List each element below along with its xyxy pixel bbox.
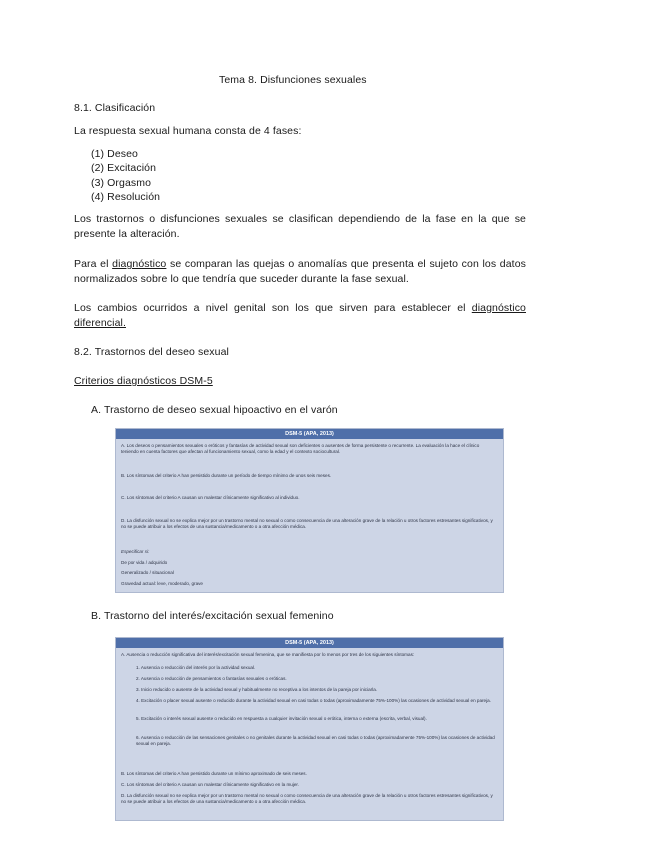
paragraph-diagnostico	[74, 257, 526, 287]
symptom-line: 1. Ausencia o reducción del interés por la actividad sexual.	[136, 665, 256, 670]
symptom-line: 5. Excitación o interés sexual ausente o reducido en respuesta a cualquier invitación sexual o erótica, interna o externa (escrita, verbal, visual).	[136, 716, 427, 721]
dsm5-table-a	[115, 428, 504, 593]
criterion-line: A. Ausencia o reducción significativa del interés/excitación sexual femenina, que se manifiesta por lo menos por tres de los siguientes síntomas:	[121, 652, 415, 657]
diagnostico-term: diagnóstico	[112, 258, 167, 270]
item-a-heading: A. Trastorno de deseo sexual hipoactivo en el varón	[91, 404, 338, 416]
paragraph-text: se comparan las quejas o anomalías que presenta el sujeto con los datos normalizados sobre lo que tendría que suceder durante la fase sexual.	[74, 258, 526, 285]
paragraph-text: Para el	[74, 258, 113, 270]
symptom-line: 6. Ausencia o reducción de las sensaciones genitales o no genitales durante la actividad sexual en casi todas o todas (aproximadamente 75%-100%) las ocasiones de actividad sexual en pareja.	[136, 735, 495, 746]
table-header: DSM-5 (APA, 2013)	[116, 429, 503, 439]
item-b-heading: B. Trastorno del interés/excitación sexual femenino	[91, 610, 334, 622]
specifier-label: Especificar si:	[121, 549, 150, 554]
symptom-line: 3. Inicio reducido o ausente de la actividad sexual y habitualmente no receptiva a los intentos de la pareja por iniciarla.	[136, 687, 378, 692]
phase-item: (1) Deseo	[91, 148, 139, 160]
criterion-line: D. La disfunción sexual no se explica mejor por un trastorno mental no sexual o como consecuencia de una alteración grave de la relación u otros factores estresantes significativos, y no se puede atribuir a los efectos de una sustancia/medicamento o a otra afección médica.	[121, 793, 493, 804]
paragraph-text: Los cambios ocurridos a nivel genital son los que sirven para establecer el	[74, 302, 472, 314]
phase-item: (3) Orgasmo	[91, 177, 152, 189]
section-heading-deseo: 8.2. Trastornos del deseo sexual	[74, 346, 229, 358]
diagnostico-diferencial-term: diagnóstico diferencial.	[74, 302, 526, 329]
specifier-line: Gravedad actual: leve, moderado, grave	[121, 581, 203, 586]
intro-text: La respuesta sexual humana consta de 4 fases:	[74, 125, 302, 137]
criterion-line: B. Los síntomas del criterio A han persistido durante un período de tiempo mínimo de unos seis meses.	[121, 473, 332, 478]
phase-item: (4) Resolución	[91, 191, 161, 203]
criteria-heading: Criterios diagnósticos DSM-5	[74, 375, 213, 387]
criterion-line: D. La disfunción sexual no se explica mejor por un trastorno mental no sexual o como consecuencia de una alteración grave de la relación u otros factores estresantes significativos, y no se puede atribuir a los efectos de una sustancia/medicamento o a otra afección médica.	[121, 518, 493, 529]
page-title: Tema 8. Disfunciones sexuales	[219, 74, 367, 86]
criterion-line: A. Los deseos o pensamientos sexuales o eróticos y fantasías de actividad sexual son deficientes o ausentes de forma persistente o recurrente. La evaluación la hace el clínico teniendo en cuenta factores que afectan al funcionamiento sexual, como la edad y el contexto sociocultural.	[121, 443, 480, 454]
symptom-line: 4. Excitación o placer sexual ausente o reducido durante la actividad sexual en casi todas o todas (aproximadamente 75%-100%) las ocasiones de actividad sexual en pareja.	[136, 698, 491, 703]
paragraph-cambios	[74, 301, 526, 331]
phase-item: (2) Excitación	[91, 162, 157, 174]
specifier-line: Generalizado / situacional	[121, 570, 174, 575]
criterion-line: C. Los síntomas del criterio A causan un malestar clínicamente significativo en la mujer.	[121, 782, 299, 787]
paragraph-trastornos: Los trastornos o disfunciones sexuales se clasifican dependiendo de la fase en la que se presente la alteración.	[74, 213, 526, 240]
symptom-line: 2. Ausencia o reducción de pensamientos o fantasías sexuales o eróticas.	[136, 676, 287, 681]
criterion-line: B. Los síntomas del criterio A han persistido durante un mínimo aproximado de seis meses.	[121, 771, 307, 776]
table-header: DSM-5 (APA, 2013)	[116, 638, 503, 648]
dsm5-table-b	[115, 637, 504, 821]
section-heading-clasificacion: 8.1. Clasificación	[74, 102, 156, 114]
specifier-line: De por vida / adquirido	[121, 560, 168, 565]
criterion-line: C. Los síntomas del criterio A causan un malestar clínicamente significativo al individuo.	[121, 495, 300, 500]
